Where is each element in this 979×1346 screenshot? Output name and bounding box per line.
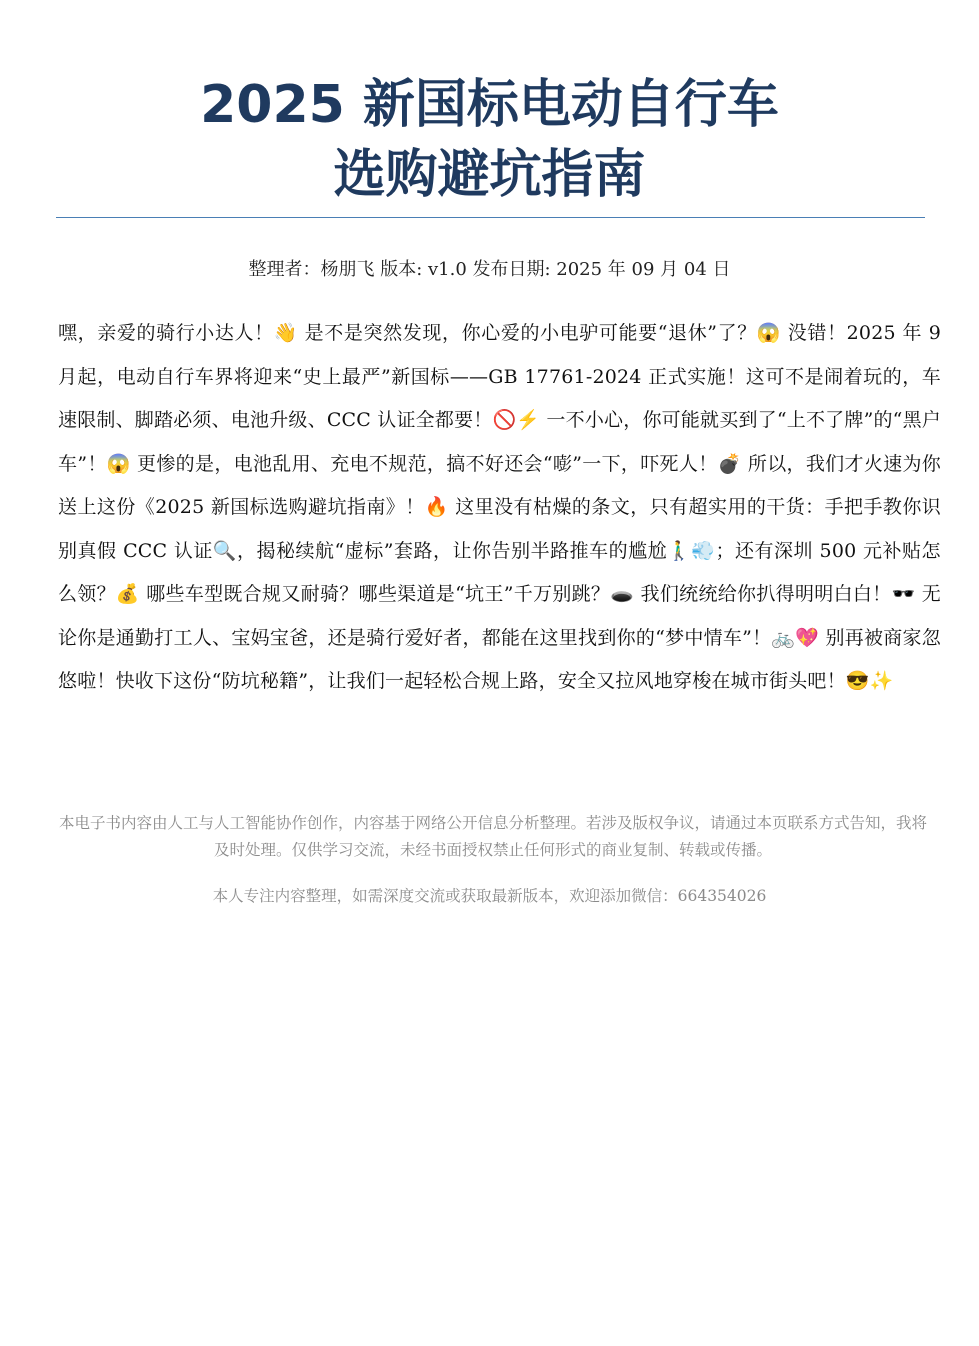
- page-title: [0, 70, 979, 210]
- document-meta: 整理者：杨朋飞 版本: v1.0 发布日期: 2025 年 09 月 04 日: [248, 259, 731, 280]
- contact-info: 本人专注内容整理，如需深度交流或获取最新版本，欢迎添加微信：664354026: [212, 887, 767, 905]
- title-line-1: 2025 新国标电动自行车: [200, 75, 779, 135]
- copyright-disclaimer: 本电子书内容由人工与人工智能协作创作，内容基于网络公开信息分析整理。若涉及版权争议，请通过本页联系方式告知，我将及时处理。仅供学习交流，未经书面授权禁止任何形式的商业复制、转载或传播。: [58, 814, 927, 859]
- intro-paragraph: 嘿，亲爱的骑行小达人！👋 是不是突然发现，你心爱的小电驴可能要“退休”了？😱 没错！2025 年 9 月起，电动自行车界将迎来“史上最严”新国标——GB 17761-2024 正式实施！这可不是闹着玩的，车速限制、脚踏必须、电池升级、CCC 认证全都要！🚫⚡ 一不小心，你可能就买到了“上不了牌”的“黑户车”！😱 更惨的是，电池乱用、充电不规范，搞不好还会“嘭”一下，吓死人！💣 所以，我们才火速为你送上这份《2025 新国标选购避坑指南》！🔥 这里没有枯燥的条文，只有超实用的干货：手把手教你识别真假 CCC 认证🔍，揭秘续航“虚标”套路，让你告别半路推车的尴尬🚶‍♂️💨；还有深圳 500 元补贴怎么领？💰 哪些车型既合规又耐骑？哪些渠道是“坑王”千万别跳？🕳️ 我们统统给你扒得明明白白！🕶️ 无论你是通勤打工人、宝妈宝爸，还是骑行爱好者，都能在这里找到你的“梦中情车”！🚲💖 别再被商家忽悠啦！快收下这份“防坑秘籍”，让我们一起轻松合规上路，安全又拉风地穿梭在城市街头吧！😎✨: [58, 322, 941, 692]
- title-divider: [56, 217, 925, 218]
- title-line-2: 选购避坑指南: [333, 145, 646, 205]
